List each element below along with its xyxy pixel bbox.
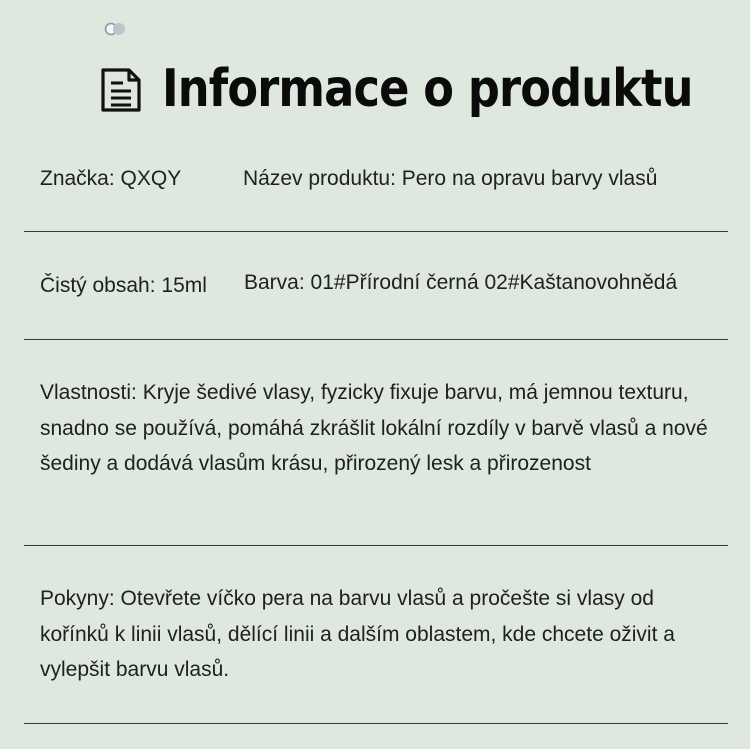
divider-2 [24,339,728,340]
toggle-icon [103,22,129,36]
page-title: Informace o produktu [162,59,693,119]
product-name-field: Název produktu: Pero na opravu barvy vlasů [243,167,658,190]
divider-1 [24,231,728,232]
properties-paragraph: Vlastnosti: Kryje šedivé vlasy, fyzicky fixuje barvu, má jemnou texturu, snadno se používá, pomáhá zkrášlit lokální rozdíly v barvě vlasů a nové šediny a dodává vlasům krásu, přirozený lesk a přirozenost [40,381,708,475]
color-field: Barva: 01#Přírodní černá 02#Kaštanovohnědá [244,271,678,294]
instructions-paragraph: Pokyny: Otevřete víčko pera na barvu vlasů a pročešte si vlasy od kořínků k linii vlasů, dělící linii a dalším oblastem, kde chcete oživit a vylepšit barvu vlasů. [40,587,675,681]
divider-4 [24,723,728,724]
divider-3 [24,545,728,546]
page-header [0,55,750,125]
document-icon [99,66,147,114]
net-content-field: Čistý obsah: 15ml [40,274,207,297]
brand-field: Značka: QXQY [40,167,182,190]
